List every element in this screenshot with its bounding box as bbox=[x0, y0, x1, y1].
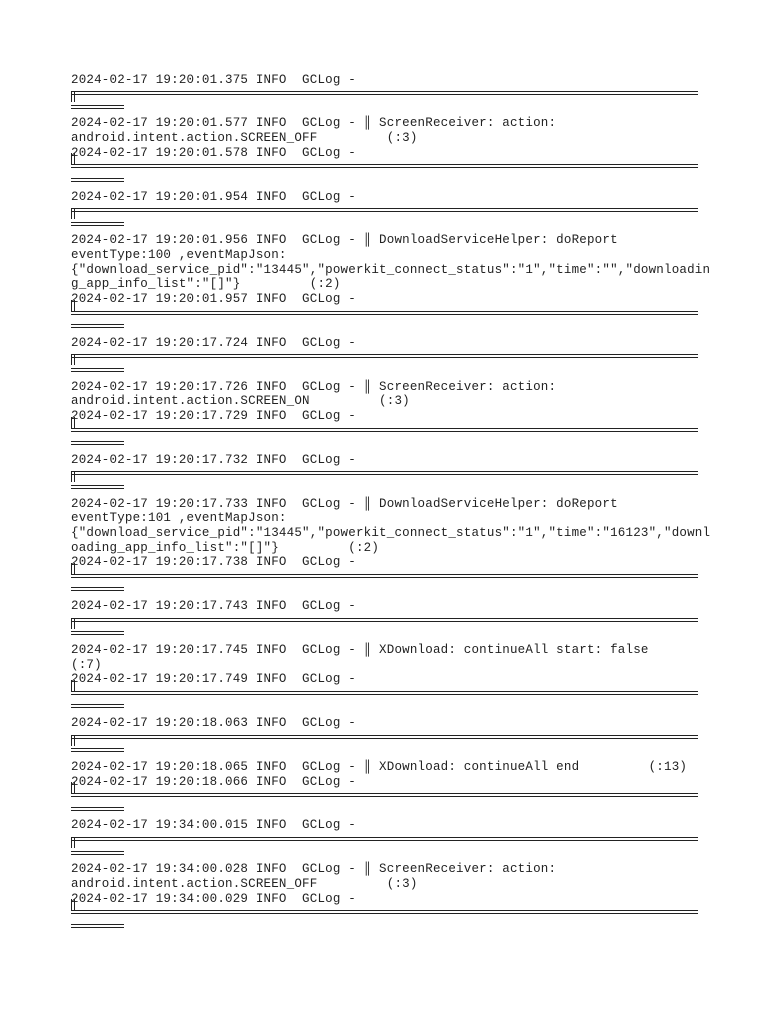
box-short-rule bbox=[71, 848, 698, 863]
log-line: {"download_service_pid":"13445","powerkit_connect_status":"1","time":"","downloadin bbox=[71, 262, 711, 277]
box-short-rule bbox=[71, 628, 698, 643]
box-top-rule bbox=[71, 204, 698, 219]
box-top-rule bbox=[71, 731, 698, 746]
box-short-rule bbox=[71, 219, 698, 234]
log-line: 2024-02-17 19:20:17.745 INFO GCLog - ║ XDownload: continueAll start: false bbox=[71, 642, 649, 657]
log-document bbox=[71, 72, 711, 936]
box-bottom-rule bbox=[71, 307, 698, 322]
box-bottom-rule bbox=[71, 687, 698, 702]
log-line: 2024-02-17 19:34:00.028 INFO GCLog - ║ ScreenReceiver: action: bbox=[71, 862, 557, 877]
box-short-rule bbox=[71, 321, 698, 336]
log-line: 2024-02-17 19:20:17.732 INFO GCLog - bbox=[71, 452, 364, 467]
box-short-rule bbox=[71, 438, 698, 453]
box-top-rule bbox=[71, 833, 698, 848]
log-line: 2024-02-17 19:20:01.957 INFO GCLog - bbox=[71, 291, 364, 306]
box-short-rule bbox=[71, 584, 698, 599]
log-line: 2024-02-17 19:34:00.029 INFO GCLog - bbox=[71, 891, 364, 906]
log-line: 2024-02-17 19:20:17.743 INFO GCLog - bbox=[71, 599, 364, 613]
log-line: 2024-02-17 19:20:18.065 INFO GCLog - ║ XDownload: continueAll end (:13) bbox=[71, 759, 688, 774]
box-short-rule bbox=[71, 102, 698, 117]
box-bottom-rule bbox=[71, 789, 698, 804]
log-line: 2024-02-17 19:20:01.577 INFO GCLog - ║ ScreenReceiver: action: bbox=[71, 116, 557, 131]
box-bottom-rule bbox=[71, 570, 698, 585]
log-line: 2024-02-17 19:20:17.729 INFO GCLog - bbox=[71, 408, 364, 423]
box-bottom-rule bbox=[71, 906, 698, 921]
log-line: g_app_info_list":"[]"} (:2) bbox=[71, 277, 341, 292]
log-line: oading_app_info_list":"[]"} (:2) bbox=[71, 540, 380, 555]
log-line: 2024-02-17 19:20:18.066 INFO GCLog - bbox=[71, 774, 364, 789]
box-short-rule bbox=[71, 804, 698, 819]
log-line: 2024-02-17 19:20:17.749 INFO GCLog - bbox=[71, 672, 364, 687]
box-bottom-rule bbox=[71, 160, 698, 175]
box-top-rule bbox=[71, 87, 698, 102]
log-line: 2024-02-17 19:20:01.375 INFO GCLog - bbox=[71, 72, 364, 87]
box-top-rule bbox=[71, 350, 698, 365]
box-short-rule bbox=[71, 745, 698, 760]
log-line: 2024-02-17 19:20:01.578 INFO GCLog - bbox=[71, 145, 364, 160]
log-line: (:7) bbox=[71, 657, 102, 672]
box-top-rule bbox=[71, 614, 698, 629]
log-line: 2024-02-17 19:20:01.956 INFO GCLog - ║ DownloadServiceHelper: doReport bbox=[71, 233, 618, 248]
log-line: 2024-02-17 19:20:17.733 INFO GCLog - ║ DownloadServiceHelper: doReport bbox=[71, 496, 618, 511]
log-line: 2024-02-17 19:20:01.954 INFO GCLog - bbox=[71, 189, 364, 204]
log-line: android.intent.action.SCREEN_ON (:3) bbox=[71, 394, 410, 409]
log-line: android.intent.action.SCREEN_OFF (:3) bbox=[71, 131, 418, 145]
log-line: 2024-02-17 19:20:17.724 INFO GCLog - bbox=[71, 335, 364, 350]
log-line: 2024-02-17 19:20:18.063 INFO GCLog - bbox=[71, 716, 364, 730]
log-line: eventType:100 ,eventMapJson: bbox=[71, 248, 287, 262]
log-line: 2024-02-17 19:20:17.726 INFO GCLog - ║ ScreenReceiver: action: bbox=[71, 379, 557, 394]
log-line: android.intent.action.SCREEN_OFF (:3) bbox=[71, 876, 418, 891]
log-line: eventType:101 ,eventMapJson: bbox=[71, 511, 287, 526]
box-short-rule bbox=[71, 365, 698, 380]
box-short-rule bbox=[71, 482, 698, 497]
log-line: 2024-02-17 19:20:17.738 INFO GCLog - bbox=[71, 555, 364, 570]
box-short-rule bbox=[71, 701, 698, 716]
box-short-rule bbox=[71, 921, 698, 936]
box-short-rule bbox=[71, 175, 698, 190]
box-top-rule bbox=[71, 467, 698, 482]
log-line: 2024-02-17 19:34:00.015 INFO GCLog - bbox=[71, 818, 364, 833]
log-line: {"download_service_pid":"13445","powerkit_connect_status":"1","time":"16123","downl bbox=[71, 525, 711, 540]
box-bottom-rule bbox=[71, 424, 698, 439]
